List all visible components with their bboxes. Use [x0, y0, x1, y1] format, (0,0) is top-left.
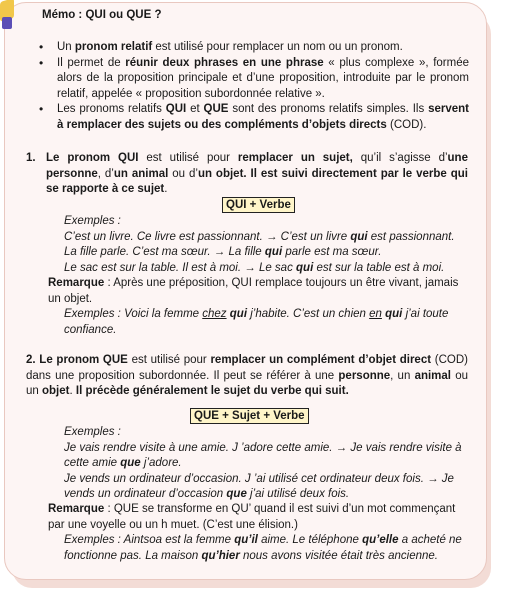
examples-qui — [64, 214, 468, 276]
remark-example-qui: Exemples : Voici la femme chez qui j’habite. C’est un chien en qui j’ai toute confiance. — [64, 308, 449, 336]
bullet-item: • Les pronoms relatifs QUI et QUE sont des pronoms relatifs simples. Ils servent à remplacer des sujets ou des compléments d’objets directs (COD). — [37, 102, 469, 133]
example-line: Je vais rendre visite à une amie. J ’adore cette amie. → Je vais rendre visite à cette amie que j’adore. — [64, 441, 462, 469]
examples-que — [64, 425, 468, 503]
formula-qui: QUI + Verbe — [222, 197, 295, 213]
section-number: 1. — [26, 152, 36, 164]
intro-bullet-list — [37, 40, 469, 133]
examples-label: Exemples : — [64, 215, 121, 227]
remark-example-que: Exemples : Aintsoa est la femme qu’il aime. Le téléphone qu’elle a acheté ne fonctionne pas. La maison qu’hier nous avons visitée était très ancienne. — [64, 534, 462, 562]
memo-title: Mémo : QUI ou QUE ? — [42, 9, 162, 21]
section-qui-text: Le pronom QUI est utilisé pour remplacer un sujet, qu’il s’agisse d’une personne, d’un animal ou d’un objet. Il est suivi directement par le verbe qui se rapporte à ce sujet. — [46, 152, 468, 195]
example-line: La fille parle. C’est ma sœur. → La fille qui parle est ma sœur. — [64, 246, 382, 258]
formula-que: QUE + Sujet + Verbe — [190, 408, 309, 424]
remark-que: Remarque : QUE se transforme en QU’ quand il est suivi d’un mot commençant par une voyelle ou un h muet. (C’est une élision.) — [48, 503, 456, 531]
bullet-item: • Un pronom relatif est utilisé pour remplacer un nom ou un pronom. — [37, 40, 469, 56]
example-line: C’est un livre. Ce livre est passionnant. → C’est un livre qui est passionnant. — [64, 230, 455, 243]
remark-qui: Remarque : Après une préposition, QUI remplace toujours un être vivant, jamais un objet. — [48, 277, 459, 305]
examples-label: Exemples : — [64, 426, 121, 438]
example-line: Le sac est sur la table. Il est à moi. → Le sac qui est sur la table est à moi. — [64, 261, 445, 274]
example-line: Je vends un ordinateur d’occasion. J ’ai utilisé cet ordinateur deux fois. → Je vends un ordinateur d’occasion que j’ai utilisé deux fois. — [64, 472, 454, 500]
section-qui — [26, 151, 468, 198]
decoration-block-purple — [2, 17, 12, 29]
section-que: 2. Le pronom QUE est utilisé pour remplacer un complément d’objet direct (COD) dans une proposition subordonnée. Il peut se référer à une personne, un animal ou un objet. Il précède généralement le sujet du verbe qui suit. — [26, 354, 468, 397]
bullet-item: • Il permet de réunir deux phrases en une phrase « plus complexe », formée alors de la proposition principale et d’une proposition, introduite par le pronom relatif, appelée « proposition subordonnée relative ». — [37, 56, 469, 103]
